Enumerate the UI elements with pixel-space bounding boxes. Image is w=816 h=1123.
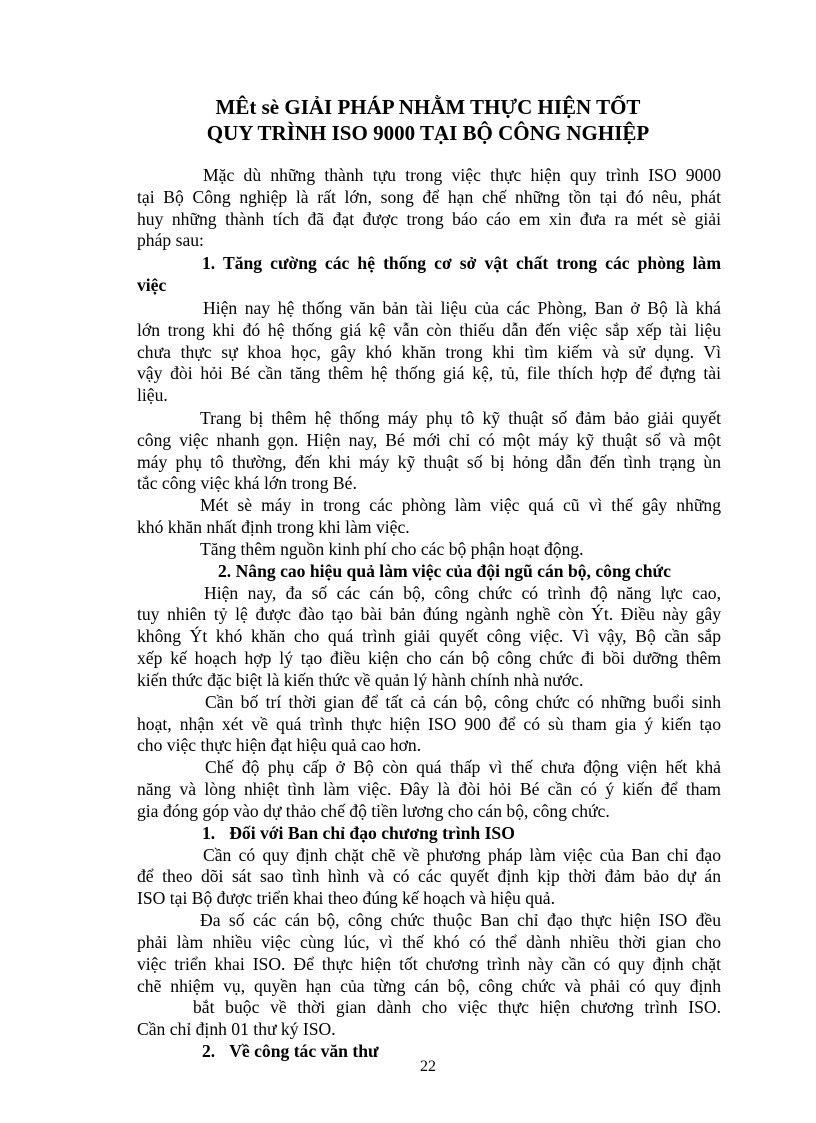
body-line: khó khăn nhất định trong khi làm việc. (137, 517, 410, 538)
body-line: chưa thực sự khoa học, gây khó khăn trong khi tìm kiếm và sử dụng. Vì (137, 341, 721, 362)
body-line: ISO tại Bộ được triển khai theo đúng kế hoạch và hiệu quả. (137, 888, 556, 909)
body-line: liệu. (137, 385, 168, 406)
body-line: Hiện nay hệ thống văn bản tài liệu của các Phòng, Ban ở Bộ là khá (203, 297, 721, 318)
body-line: Mặc dù những thành tựu trong việc thực hiện quy trình ISO 9000 (203, 165, 721, 185)
body-line: xếp kế hoạch hợp lý tạo điều kiện cho cán bộ công chức đi bồi dưỡng thêm (137, 648, 721, 669)
section-heading-text: Đối với Ban chỉ đạo chương trình ISO (229, 822, 515, 843)
body-line: không Ýt khó khăn cho quá trình giải quyết công việc. Vì vậy, Bộ cần sắp (137, 626, 721, 647)
page-number: 22 (420, 1058, 436, 1075)
body-line: Cần chỉ định 01 thư ký ISO. (137, 1019, 336, 1040)
section-heading: 1. Tăng cường các hệ thống cơ sở vật chất trong các phòng làm (202, 253, 721, 274)
body-line: Chế độ phụ cấp ở Bộ còn quá thấp vì thế chưa động viện hết khả (205, 757, 721, 778)
page-title-line-2: QUY TRÌNH ISO 9000 TẠI BỘ CÔNG NGHIỆP (206, 121, 650, 145)
section-heading (202, 822, 515, 844)
body-line: công việc nhanh gọn. Hiện nay, Bé mới chỉ có một máy kỹ thuật số và một (137, 429, 721, 450)
body-line: gia đóng góp vào dự thảo chế độ tiền lương cho cán bộ, công chức. (137, 800, 610, 821)
body-line: tuy nhiên tỷ lệ được đào tạo bài bản đúng ngành nghề còn Ýt. Điều này gây (137, 604, 721, 625)
page-title-line-1: MÊt sè GIẢI PHÁP NHẰM THỰC HIỆN TỐT (215, 95, 641, 119)
body-line: pháp sau: (137, 230, 204, 251)
body-line: phải làm nhiều việc cùng lúc, vì thế khó có thể dành nhiều thời gian cho (137, 931, 721, 952)
section-number: 1. (202, 822, 216, 843)
section-heading: 2. Nâng cao hiệu quả làm việc của đội ngũ cán bộ, công chức (218, 560, 671, 581)
body-line: Mét sè máy in trong các phòng làm việc quá cũ vì thế gây những (200, 495, 721, 516)
body-line: chẽ nhiệm vụ, quyền hạn của từng cán bộ, công chức và phải có quy định (137, 975, 721, 996)
body-line: lớn trong khi đó hệ thống giá kệ vẫn còn thiếu dẫn đến việc sắp xếp tài liệu (137, 319, 721, 340)
body-line: để theo dõi sát sao tình hình và có các quyết định kịp thời đảm bảo dự án (137, 866, 721, 887)
body-line: Đa số các cán bộ, công chức thuộc Ban chỉ đạo thực hiện ISO đều (200, 910, 721, 931)
section-number: 2. (202, 1041, 216, 1061)
body-line: tại Bộ Công nghiệp là rất lớn, song để hạn chế những tồn tại đó nêu, phát (137, 186, 721, 207)
section-heading-cont: việc (137, 275, 167, 296)
body-line: kiến thức đặc biệt là kiến thức về quản lý hành chính nhà nước. (137, 669, 584, 690)
body-line: năng và lòng nhiệt tình làm việc. Đây là đòi hỏi Bé cần có ý kiến để tham (137, 779, 721, 800)
body-line: tắc công việc khá lớn trong Bé. (137, 473, 357, 494)
body-line: Cần bố trí thời gian để tất cả cán bộ, công chức có những buổi sinh (205, 691, 721, 712)
body-line: huy những thành tích đã đạt được trong báo cáo em xin đưa ra mét sè giải (137, 208, 721, 229)
body-line: Hiện nay, đa số các cán bộ, công chức có trình độ năng lực cao, (204, 582, 721, 603)
body-line: việc triển khai ISO. Để thực hiện tốt chương trình này cần có quy định chặt (137, 953, 721, 974)
body-line: máy phụ tô thường, đến khi máy kỹ thuật số bị hỏng dẫn đến tình trạng ùn (137, 451, 721, 472)
body-line: bắt buộc về thời gian dành cho việc thực hiện chương trình ISO. (193, 997, 721, 1018)
section-heading-text: Về công tác văn thư (229, 1041, 379, 1061)
body-line: cho việc thực hiện đạt hiệu quả cao hơn. (137, 735, 422, 756)
body-line: vậy đòi hỏi Bé cần tăng thêm hệ thống giá kệ, tủ, file thích hợp để đựng tài (137, 363, 721, 384)
body-line: Cần có quy định chặt chẽ về phương pháp làm việc của Ban chỉ đạo (203, 844, 721, 865)
body-line: Tăng thêm nguồn kinh phí cho các bộ phận hoạt động. (200, 538, 584, 559)
body-line: Trang bị thêm hệ thống máy phụ tô kỹ thuật số đảm bảo giải quyết (200, 407, 721, 428)
body-line: hoạt, nhận xét về quá trình thực hiện ISO 900 để có sù tham gia ý kiến tạo (137, 713, 721, 734)
